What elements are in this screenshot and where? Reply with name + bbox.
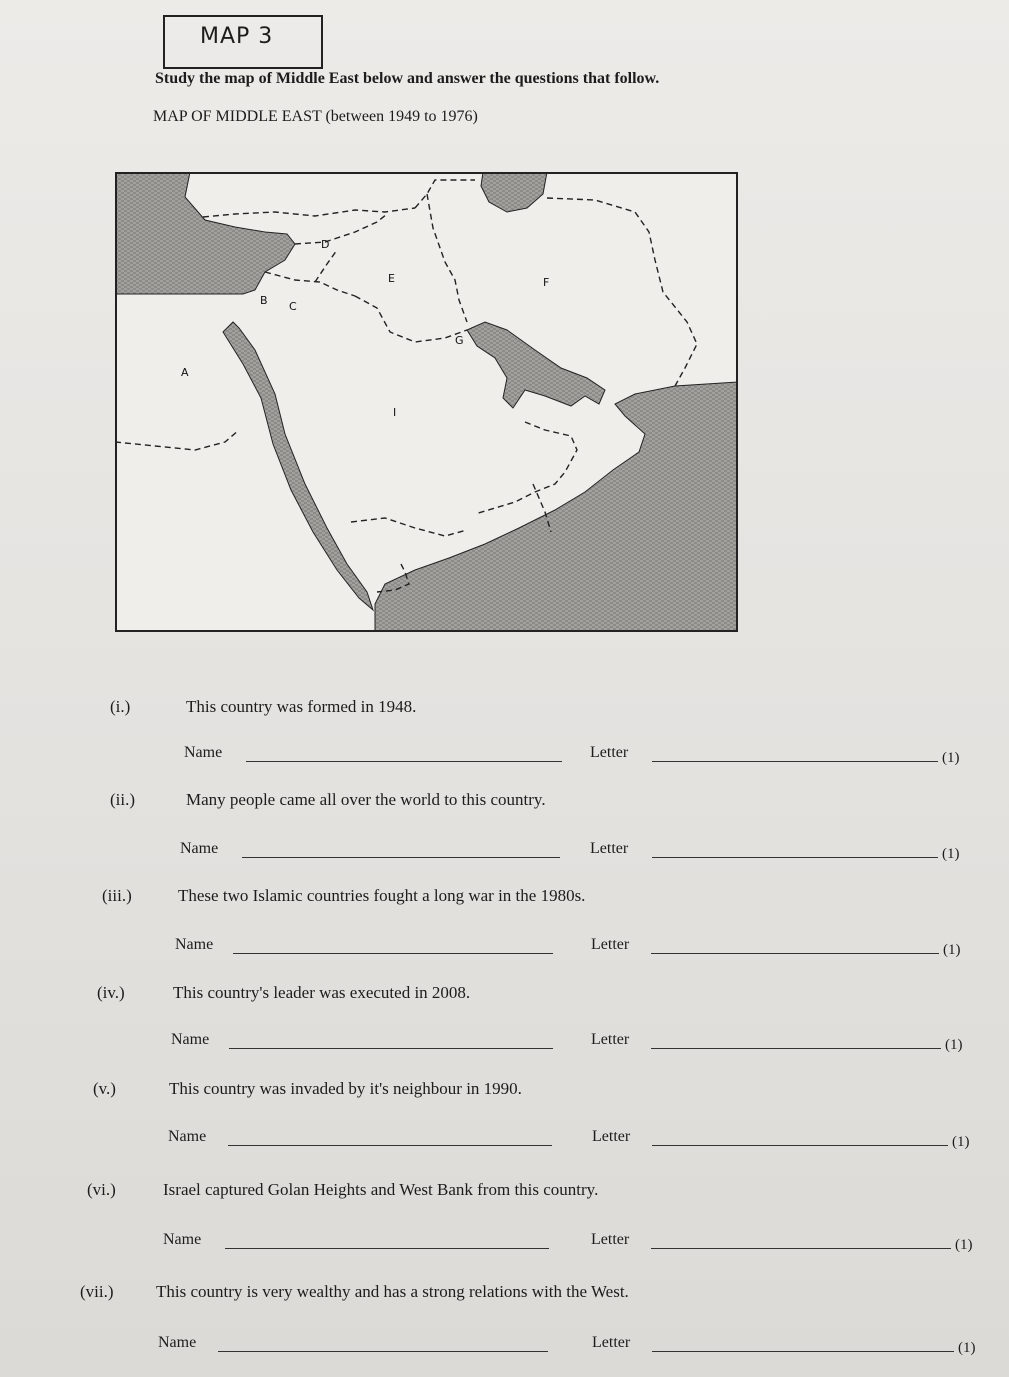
- question-number: (vii.): [80, 1282, 114, 1301]
- answer-row-2: [180, 840, 970, 866]
- marks-label: (1): [958, 1340, 976, 1356]
- question-5: [93, 1079, 793, 1103]
- answer-row-4: [171, 1031, 971, 1057]
- name-answer-line[interactable]: [229, 1048, 553, 1049]
- answer-row-1: [184, 744, 974, 770]
- name-answer-line[interactable]: [225, 1248, 549, 1249]
- marks-label: (1): [952, 1134, 970, 1150]
- name-answer-line[interactable]: [228, 1145, 552, 1146]
- map-title: MAP 3: [200, 24, 274, 49]
- question-text: This country is very wealthy and has a strong relations with the West.: [156, 1282, 629, 1301]
- question-text: This country was formed in 1948.: [186, 697, 417, 716]
- name-answer-line[interactable]: [242, 857, 560, 858]
- marks-label: (1): [943, 942, 961, 958]
- map-label-c: C: [289, 300, 297, 313]
- map-label-a: A: [181, 366, 189, 379]
- letter-answer-line[interactable]: [651, 953, 939, 954]
- question-1: [110, 697, 810, 721]
- middle-east-map: [115, 172, 738, 632]
- letter-answer-line[interactable]: [652, 761, 938, 762]
- question-number: (iii.): [102, 886, 132, 905]
- map-label-i: I: [393, 406, 397, 419]
- map-label-f: F: [543, 276, 550, 289]
- question-3: [102, 886, 802, 910]
- name-answer-line[interactable]: [233, 953, 553, 954]
- letter-label: Letter: [591, 936, 630, 953]
- name-label: Name: [171, 1031, 210, 1048]
- letter-answer-line[interactable]: [651, 1048, 941, 1049]
- question-text: These two Islamic countries fought a long war in the 1980s.: [178, 886, 586, 905]
- letter-answer-line[interactable]: [652, 1145, 948, 1146]
- name-answer-line[interactable]: [246, 761, 562, 762]
- name-label: Name: [163, 1231, 202, 1248]
- question-6: [87, 1180, 807, 1204]
- map-label-g: G: [455, 334, 464, 347]
- name-answer-line[interactable]: [218, 1351, 548, 1352]
- question-number: (vi.): [87, 1180, 116, 1199]
- question-number: (v.): [93, 1079, 116, 1098]
- map-label-b: B: [260, 294, 268, 307]
- answer-row-6: [163, 1231, 983, 1257]
- letter-answer-line[interactable]: [652, 857, 938, 858]
- question-4: [97, 983, 797, 1007]
- name-label: Name: [175, 936, 214, 953]
- question-2: [110, 790, 810, 814]
- letter-label: Letter: [590, 744, 629, 761]
- question-number: (iv.): [97, 983, 125, 1002]
- question-number: (i.): [110, 697, 131, 716]
- letter-label: Letter: [591, 1031, 630, 1048]
- map-svg: [115, 172, 738, 632]
- map-caption: MAP OF MIDDLE EAST (between 1949 to 1976): [153, 108, 478, 125]
- question-text: Many people came all over the world to this country.: [186, 790, 546, 809]
- marks-label: (1): [945, 1037, 963, 1053]
- question-text: Israel captured Golan Heights and West Bank from this country.: [163, 1180, 599, 1199]
- map-label-e: E: [388, 272, 395, 285]
- answer-row-3: [175, 936, 965, 962]
- map-label-d: D: [321, 238, 330, 251]
- instruction-text: Study the map of Middle East below and answer the questions that follow.: [155, 70, 660, 87]
- name-label: Name: [168, 1128, 207, 1145]
- letter-label: Letter: [590, 840, 629, 857]
- question-7: [80, 1282, 820, 1306]
- letter-answer-line[interactable]: [651, 1248, 951, 1249]
- name-label: Name: [184, 744, 223, 761]
- name-label: Name: [158, 1334, 197, 1351]
- marks-label: (1): [942, 750, 960, 766]
- question-number: (ii.): [110, 790, 136, 809]
- letter-label: Letter: [592, 1334, 631, 1351]
- question-text: This country's leader was executed in 2008.: [173, 983, 471, 1002]
- name-label: Name: [180, 840, 219, 857]
- marks-label: (1): [955, 1237, 973, 1253]
- answer-row-5: [168, 1128, 978, 1154]
- letter-label: Letter: [591, 1231, 630, 1248]
- letter-label: Letter: [592, 1128, 631, 1145]
- question-text: This country was invaded by it's neighbour in 1990.: [169, 1079, 522, 1098]
- answer-row-7: [158, 1334, 988, 1360]
- marks-label: (1): [942, 846, 960, 862]
- letter-answer-line[interactable]: [652, 1351, 954, 1352]
